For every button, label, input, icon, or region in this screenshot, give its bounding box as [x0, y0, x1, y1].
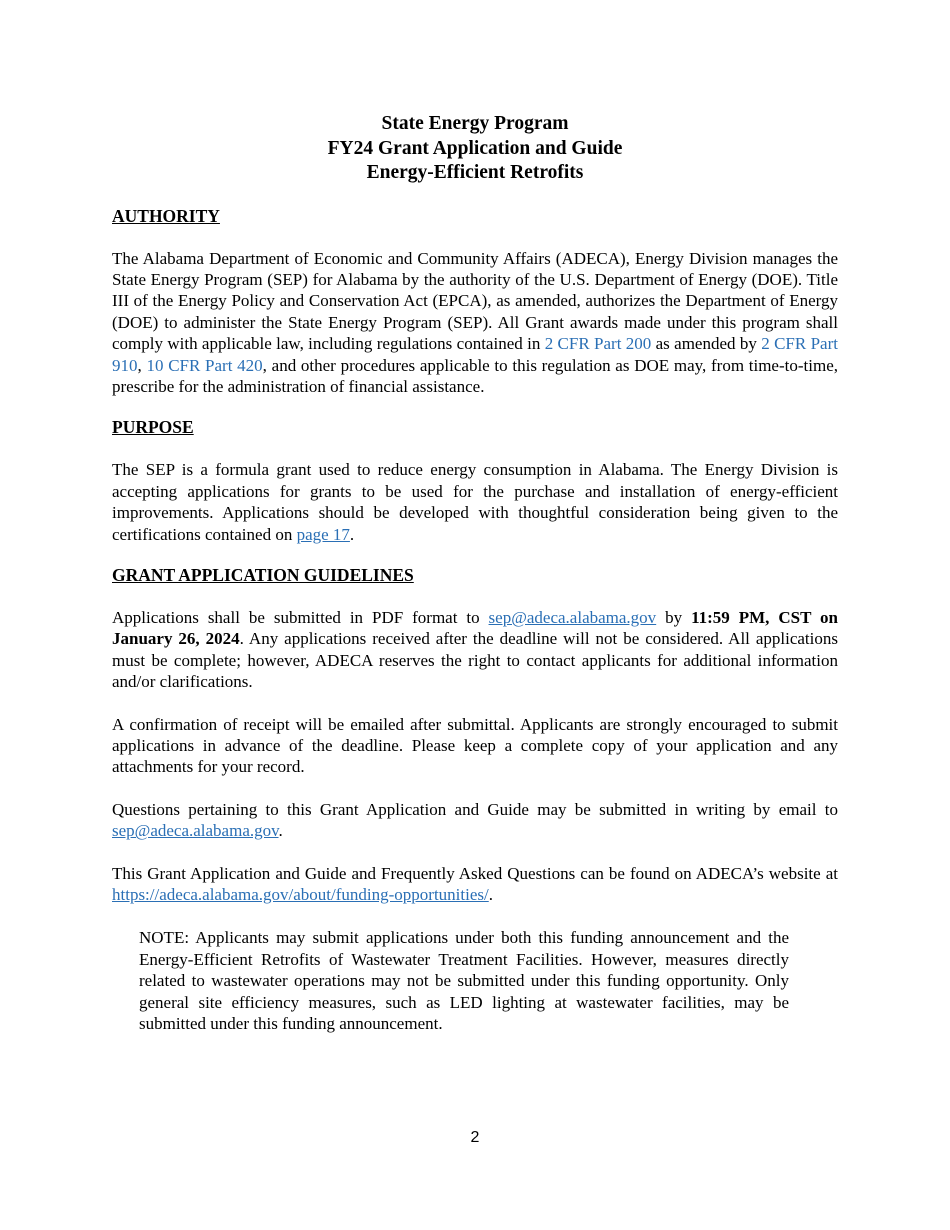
questions-paragraph: [112, 799, 838, 842]
purpose-heading: PURPOSE: [112, 417, 194, 438]
questions-text-2: .: [278, 821, 283, 841]
purpose-text-2: .: [349, 524, 355, 544]
submission-text-2: by: [656, 607, 692, 627]
authority-text-4: , and other procedures applicable to this regulation as DOE may, from time-to-time, prescribe for the administration of financial assistance.: [112, 355, 838, 396]
note-paragraph: NOTE: Applicants may submit applications under both this funding announcement and the Energy-Efficient Retrofits of Wastewater Treatment Facilities. However, measures directly related to wastewater operations may not be submitted under this funding opportunity. Only general site efficiency measures, such as LED lighting at wastewater facilities, may be submitted under this funding announcement.: [139, 928, 789, 1034]
submission-text-3: . Any applications received after the deadline will not be considered. All applications must be complete; however, ADECA reserves the right to contact applicants for additional information and/or clarifications.: [112, 629, 838, 692]
title-line-1: State Energy Program: [381, 113, 569, 134]
funding-opportunities-link[interactable]: https://adeca.alabama.gov/about/funding-opportunities/: [112, 885, 489, 905]
authority-heading: AUTHORITY: [112, 205, 220, 226]
page-number: 2: [470, 1129, 480, 1146]
submission-text-1: Applications shall be submitted in PDF format to: [112, 607, 489, 627]
cfr-910-link[interactable]: 2 CFR Part 910: [112, 334, 838, 375]
title-line-3: Energy-Efficient Retrofits: [366, 162, 584, 183]
title-line-2: FY24 Grant Application and Guide: [327, 137, 623, 159]
website-paragraph: [112, 863, 838, 906]
website-text-2: .: [488, 885, 493, 905]
guidelines-heading: GRANT APPLICATION GUIDELINES: [112, 564, 414, 585]
document-page: [112, 112, 838, 1034]
authority-text-2: as amended by: [651, 334, 762, 354]
cfr-420-link[interactable]: 10 CFR Part 420: [146, 355, 263, 375]
cfr-200-link[interactable]: 2 CFR Part 200: [544, 334, 652, 354]
authority-text-3: ,: [137, 355, 147, 375]
authority-text-1: The Alabama Department of Economic and Community Affairs (ADECA), Energy Division manages the State Energy Program (SEP) for Alabama by the authority of the U.S. Department of Energy (DOE). Title III of the Energy Policy and Conservation Act (EPCA), as amended, authorizes the Department of Energy (DOE) to administer the State Energy Program (SEP). All Grant awards made under this program shall comply with applicable law, including regulations contained in: [112, 248, 838, 354]
submission-paragraph: [112, 607, 838, 693]
questions-email-link[interactable]: sep@adeca.alabama.gov: [112, 821, 279, 841]
website-text-1: This Grant Application and Guide and Frequently Asked Questions can be found on ADECA’s website at: [112, 863, 838, 883]
page-17-link[interactable]: page 17: [296, 524, 350, 544]
authority-paragraph: [112, 248, 838, 398]
purpose-paragraph: [112, 459, 838, 545]
purpose-text-1: The SEP is a formula grant used to reduce energy consumption in Alabama. The Energy Division is accepting applications for grants to be used for the purchase and installation of energy-efficient improvements. Applications should be developed with thoughtful consideration being given to the certifications contained on: [112, 460, 838, 544]
questions-text-1: Questions pertaining to this Grant Application and Guide may be submitted in writing by email to: [112, 799, 838, 819]
confirmation-paragraph: A confirmation of receipt will be emailed after submittal. Applicants are strongly encouraged to submit applications in advance of the deadline. Please keep a complete copy of your application and any attachments for your record.: [112, 714, 838, 777]
submission-email-link[interactable]: sep@adeca.alabama.gov: [488, 607, 657, 627]
document-title: [112, 112, 838, 186]
deadline-text: 11:59 PM, CST on January 26, 2024: [112, 607, 839, 649]
